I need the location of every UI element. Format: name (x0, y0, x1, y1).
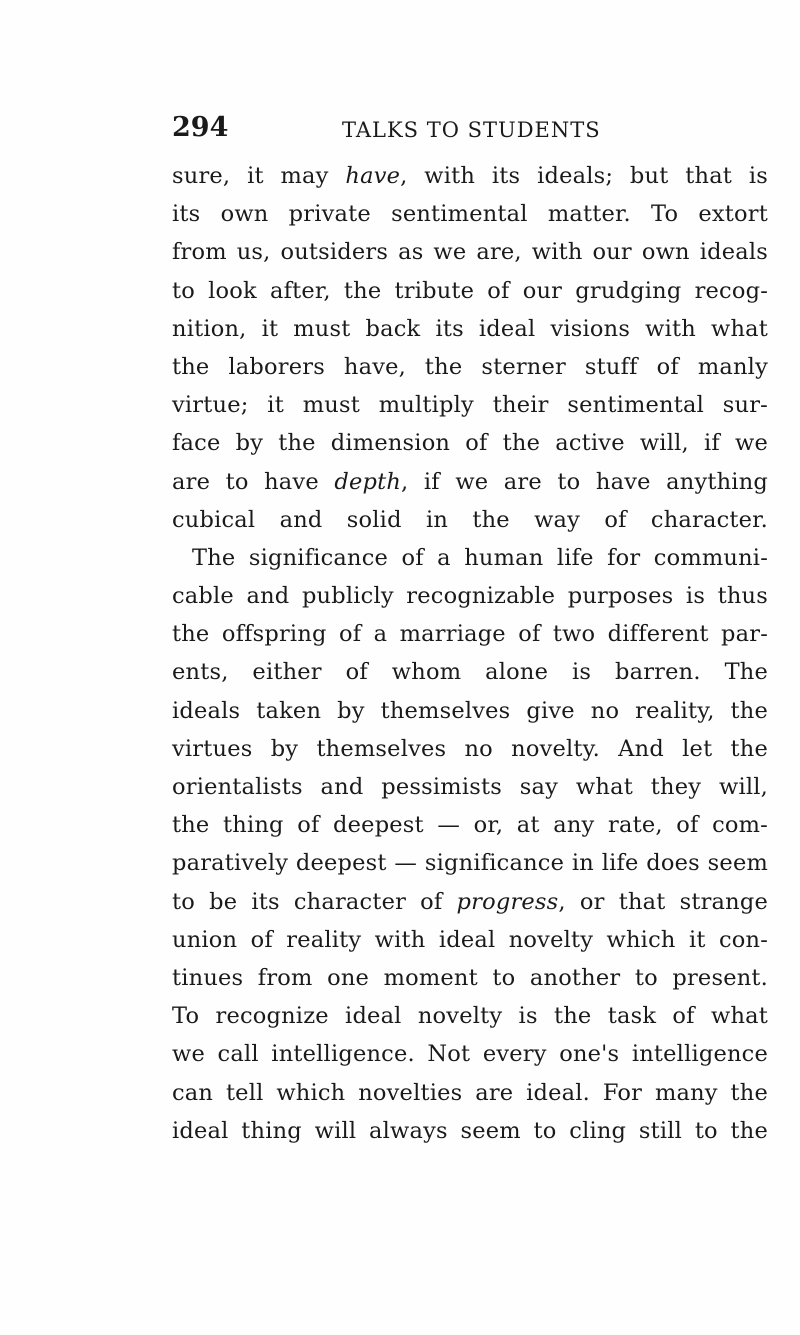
text-line: ideals taken by themselves give no reality, the (172, 697, 768, 724)
text-line: virtues by themselves no novelty. And let the (172, 735, 768, 762)
text-line: the thing of deepest — or, at any rate, of com- (172, 812, 768, 839)
text-line: ideal thing will always seem to cling still to the (172, 1117, 768, 1144)
text-line: to be its character of progress, or that strange (172, 888, 768, 915)
text-line: nition, it must back its ideal visions with what (172, 315, 768, 342)
text-line: paratively deepest — significance in life does seem (172, 850, 768, 877)
text-line: we call intelligence. Not every one's intelligence (172, 1041, 768, 1068)
text-line: are to have depth, if we are to have anything (172, 468, 768, 495)
text-line: ents, either of whom alone is barren. The (172, 659, 768, 686)
text-line: To recognize ideal novelty is the task of what (172, 1003, 768, 1030)
text-line: orientalists and pessimists say what they will, (172, 774, 768, 800)
text-line: virtue; it must multiply their sentimental sur- (172, 392, 768, 419)
text-line: cable and publicly recognizable purposes is thus (172, 583, 768, 610)
text-line: union of reality with ideal novelty which it con- (172, 926, 768, 953)
text-line: The significance of a human life for communi- (192, 544, 768, 571)
page-header (172, 113, 768, 143)
text-line: the offspring of a marriage of two different par- (172, 621, 768, 648)
text-line: from us, outsiders as we are, with our own ideals (172, 239, 768, 266)
text-line: to look after, the tribute of our grudging recog- (172, 277, 768, 304)
text-line: can tell which novelties are ideal. For many the (172, 1079, 768, 1106)
running-head: TALKS TO STUDENTS (342, 118, 601, 142)
page-number: 294 (172, 112, 229, 143)
text-line: tinues from one moment to another to present. (172, 964, 768, 991)
text-line: sure, it may have, with its ideals; but that is (172, 163, 768, 189)
text-line: cubical and solid in the way of character. (172, 506, 768, 533)
body-text (172, 157, 768, 1150)
text-line: its own private sentimental matter. To extort (172, 201, 768, 228)
text-line: face by the dimension of the active will, if we (172, 430, 768, 457)
text-line: the laborers have, the sterner stuff of manly (172, 353, 768, 380)
